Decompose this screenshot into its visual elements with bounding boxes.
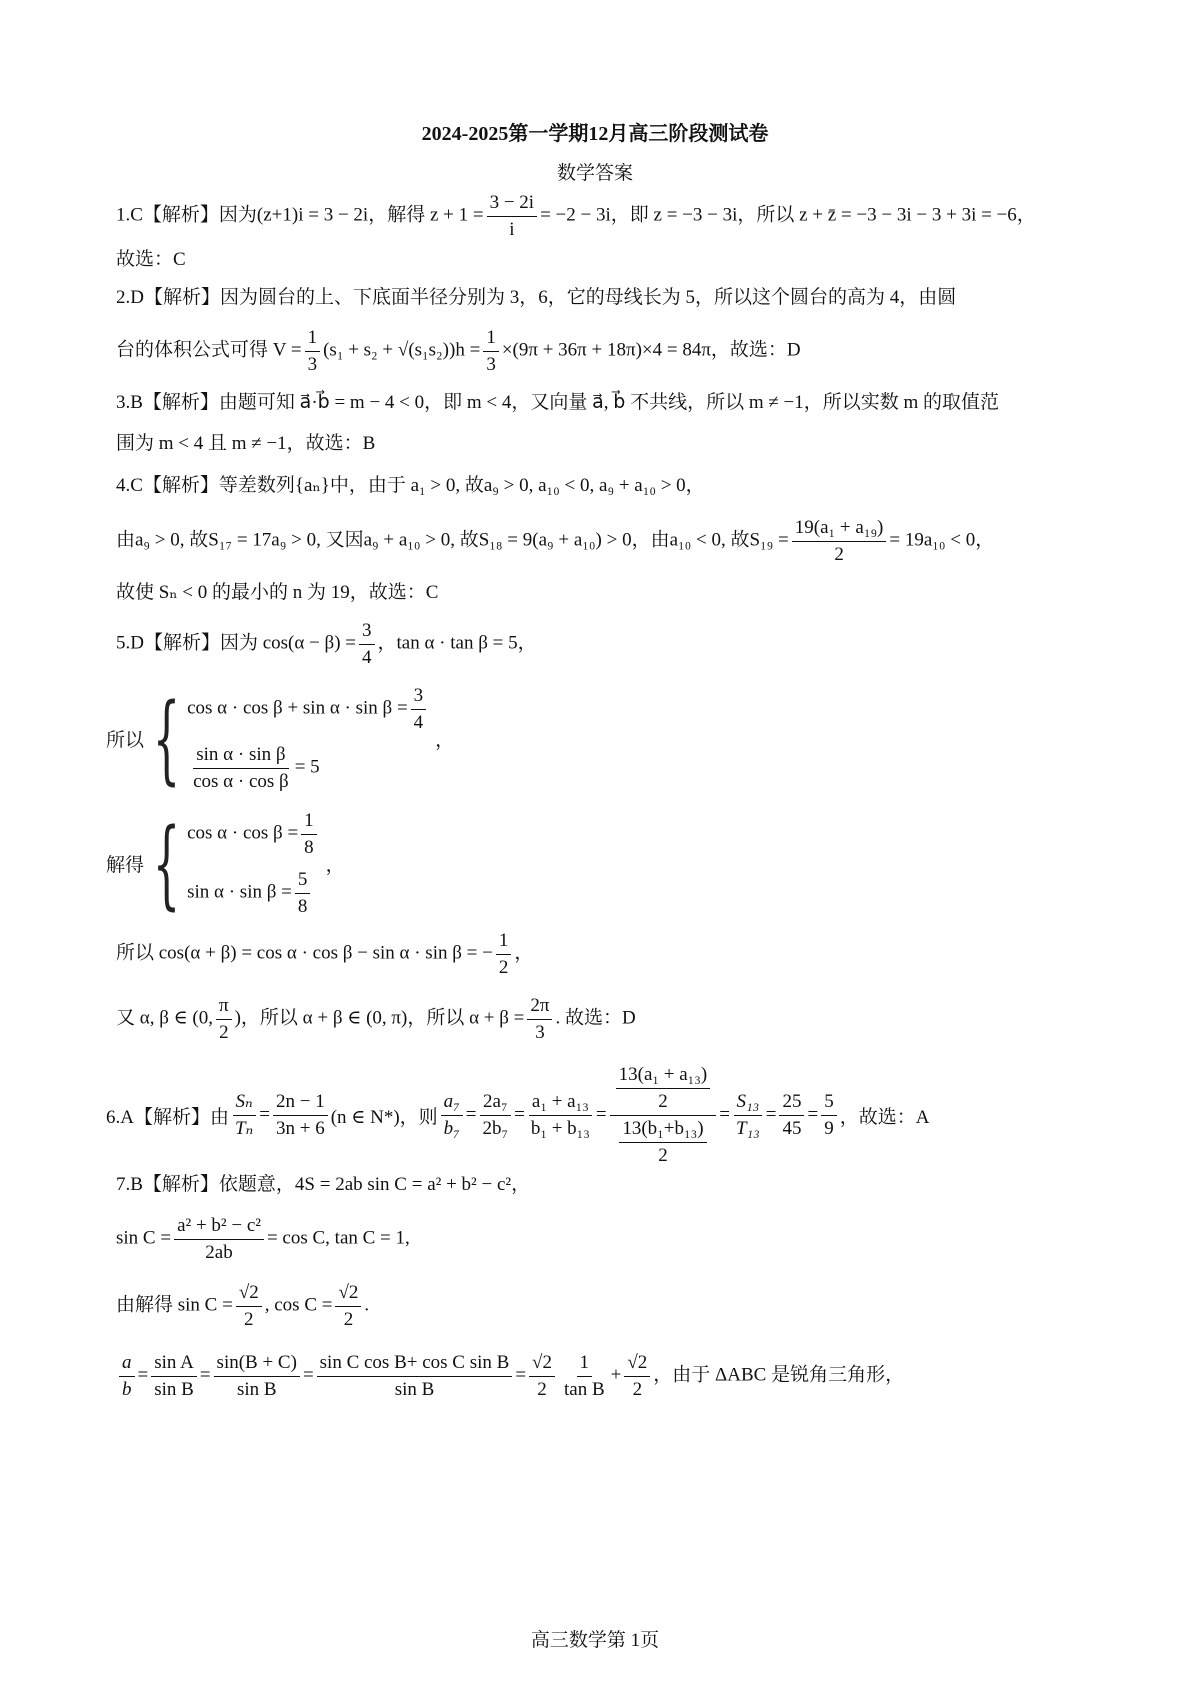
q6-frac-5	[528, 1091, 593, 1140]
q4-line-3: 故使 Sₙ < 0 的最小的 n 为 19，故选：C	[116, 582, 439, 603]
q7-line4-frac-2	[151, 1352, 197, 1401]
q2-line-2	[116, 327, 1100, 376]
q5-sys2-row-1	[187, 810, 320, 859]
q6-eq-5: =	[719, 1104, 730, 1126]
q7-line-1: 7.B【解析】依题意，4S = 2ab sin C = a² + b² − c²，	[116, 1174, 531, 1195]
q7-line4-f7-den: 2	[632, 1378, 643, 1400]
q5-sys2-label: 解得	[106, 855, 145, 877]
q6-eq-3: =	[514, 1104, 525, 1126]
q5-line4-text-b: ，	[514, 942, 534, 964]
q7-line4-f2-den: sin B	[154, 1378, 194, 1400]
q5-line5-frac-1	[216, 995, 232, 1044]
q6-frac-8	[779, 1091, 804, 1140]
q5-line5-text-c: . 故选：D	[555, 1007, 636, 1029]
q6-f3-den: b₇	[443, 1117, 460, 1139]
q1-text-b: = −2 − 3i，即 z = −3 − 3i，所以 z + z̄ = −3 − 3i − 3 + 3i = −6，	[540, 204, 1036, 226]
q7-line4-f1-den: b	[122, 1378, 132, 1400]
q6-eq-7: =	[807, 1104, 819, 1126]
q5-line-4	[116, 930, 1100, 979]
q5-line4-frac	[496, 930, 512, 979]
q5-sys1-row1-text: cos α · cos β + sin α · sin β =	[187, 697, 408, 719]
q7-line4-f4-num: sin C cos B+ cos C sin B	[317, 1352, 513, 1377]
q7-line3-num: √2	[236, 1282, 262, 1307]
q6-frac-7	[733, 1091, 763, 1140]
q6-f7-num: S₁₃	[734, 1091, 763, 1116]
q5-sys2-row1-text: cos α · cos β =	[187, 822, 299, 844]
q4-frac-num: 19(a₁ + a₁₉)	[792, 517, 887, 542]
q5-text-b: ，tan α · tan β = 5，	[377, 632, 537, 654]
q6-suffix: ，故选：A	[839, 1106, 930, 1128]
q5-line5-num2: 2π	[527, 995, 552, 1020]
q1-frac-den: i	[509, 218, 515, 240]
q7-line2-frac	[174, 1215, 264, 1264]
q6-f6-den-top: 13(b₁+b₁₃)	[619, 1118, 706, 1143]
q4-line-1: 4.C【解析】等差数列{aₙ}中，由于 a₁ > 0, 故a₉ > 0, a₁₀ < 0, a₉ + a₁₀ > 0，	[116, 475, 705, 496]
q6-frac-1	[232, 1091, 256, 1140]
q7-line4-frac-5	[529, 1352, 555, 1401]
q6-frac-9	[821, 1091, 837, 1140]
q6-prefix: 6.A【解析】由	[106, 1106, 229, 1128]
q7-line4-f2-num: sin A	[151, 1352, 197, 1377]
q5-sys1-row2-num: sin α · sin β	[193, 744, 288, 769]
q7-line4-f5-den: 2	[537, 1378, 547, 1400]
q6-f6-inner-top	[616, 1064, 711, 1113]
document-title: 2024-2025第一学期12月高三阶段测试卷	[421, 123, 769, 145]
q5-text-a: 5.D【解析】因为 cos(α − β) =	[116, 632, 357, 654]
q7-line3-text-a: 由解得 sin C =	[116, 1294, 233, 1316]
q6-f9-den: 9	[824, 1117, 834, 1139]
q2-fraction-1	[305, 327, 321, 376]
q5-sys1-label: 所以	[106, 730, 145, 752]
q7-line4-frac-1	[119, 1352, 135, 1401]
q6-f6-den-bot: 2	[658, 1144, 668, 1166]
q2-fraction-2	[483, 327, 499, 376]
q6-eq-1: =	[259, 1104, 270, 1126]
q5-sys1-row1-den: 4	[413, 711, 424, 733]
q5-sys1-row1-frac	[411, 685, 427, 734]
q2-frac2-den: 3	[486, 353, 496, 375]
q7-line4-frac-3	[214, 1352, 300, 1401]
q5-sys2-row1-frac	[301, 810, 317, 859]
q5-sys2-row-2	[187, 869, 320, 918]
q2-text-c: ×(9π + 36π + 18π)×4 = 84π，故选：D	[501, 339, 801, 361]
q6-f6-num-bot: 2	[658, 1090, 668, 1112]
q7-line2-text-a: sin C =	[116, 1227, 172, 1249]
q7-line-3	[116, 1282, 1100, 1331]
q6-f1-num: Sₙ	[233, 1091, 256, 1116]
q1-frac-num: 3 − 2i	[487, 192, 538, 217]
q6-eq-2: =	[465, 1104, 477, 1126]
q3-line-1: 3.B【解析】由题可知 a⃗·b⃗ = m − 4 < 0，即 m < 4，又向量 a⃗, b⃗ 不共线，所以 m ≠ −1，所以实数 m 的取值范	[116, 392, 1000, 413]
q7-line4-f4-den: sin B	[394, 1378, 435, 1400]
q7-line4-f6-num: 1	[577, 1352, 593, 1377]
q6-f6-num-top: 13(a₁ + a₁₃)	[616, 1064, 711, 1089]
q7-line4-f1-num: a	[119, 1352, 135, 1377]
q6-f2-num: 2n − 1	[273, 1091, 328, 1116]
q1-line-1	[116, 192, 1100, 241]
q5-line-5	[116, 995, 1100, 1044]
q2-line-1: 2.D【解析】因为圆台的上、下底面半径分别为 3，6，它的母线长为 5，所以这个圆台的高为 4，由圆	[116, 287, 957, 308]
q2-frac2-num: 1	[483, 327, 499, 352]
q5-line5-num: π	[216, 995, 232, 1020]
q6-f8-num: 25	[779, 1091, 804, 1116]
q6-f6-den	[613, 1116, 712, 1167]
q5-fraction-1	[359, 620, 375, 669]
q7-line4-f6-den: tan B	[563, 1378, 605, 1400]
q5-system-1	[106, 682, 455, 795]
q7-line3-num2: √2	[335, 1282, 361, 1307]
q5-line5-text-b: )，所以 α + β ∈ (0, π)，所以 α + β =	[234, 1007, 525, 1029]
q7-line3-frac-1	[236, 1282, 262, 1331]
q4-line-2	[116, 517, 1100, 566]
q5-sys2-row2-frac	[295, 869, 311, 918]
q5-frac1-den: 4	[362, 646, 372, 668]
q6-f2-den: 3n + 6	[275, 1117, 325, 1139]
left-brace-icon: {	[152, 807, 181, 920]
q5-sys1-row2-frac	[190, 744, 292, 793]
q5-frac1-num: 3	[359, 620, 375, 645]
q5-sys2-row1-num: 1	[301, 810, 317, 835]
q5-line4-num: 1	[496, 930, 512, 955]
q5-sys1-tail: ，	[435, 730, 455, 752]
q7-line-4: $\frac{a}{b}$ = $\frac{\text{sin A}}{\text{sin B}}$ = $\frac{\sin(B + C)}{\text{sin B}}$ = $\frac{\text{sin C cos B+ cos C sin B}}{\text{sin B}}$ = $\frac{√2}{2}$ $\frac{1}{\text{tan B}}$ + $\frac{√2}{2}$ ，由于 ΔABC 是锐角三角形，	[116, 1352, 1100, 1401]
q1-line-2: 故选：C	[116, 249, 186, 270]
q2-text-a: 台的体积公式可得 V =	[116, 339, 302, 361]
q6-line	[106, 1064, 929, 1166]
q5-system-2	[106, 807, 345, 920]
q7-line3-text-c: .	[364, 1294, 370, 1316]
q5-line4-text-a: 所以 cos(α + β) = cos α · cos β − sin α · sin β = −	[116, 942, 493, 964]
left-brace-icon: {	[152, 682, 181, 795]
q5-sys1-rows	[187, 685, 429, 792]
q6-frac-6	[610, 1064, 717, 1166]
q6-f9-num: 5	[821, 1091, 837, 1116]
q6-f4-den: 2b₇	[482, 1117, 509, 1139]
q5-line5-den: 2	[219, 1021, 229, 1043]
q5-sys1-row1-num: 3	[411, 685, 427, 710]
q7-line4-f3-num: sin(B + C)	[214, 1352, 300, 1377]
q5-sys1-row2-text: = 5	[294, 756, 320, 778]
q5-sys2-row1-den: 8	[304, 836, 314, 858]
q7-line4-f3-den: sin B	[236, 1378, 277, 1400]
q7-line4-frac-7	[624, 1352, 650, 1401]
q6-f5-den: b₁ + b₁₃	[530, 1117, 590, 1139]
q7-line3-den: 2	[244, 1308, 254, 1330]
q5-sys1-row-2	[187, 744, 429, 793]
q6-eq-4: =	[595, 1104, 607, 1126]
q5-sys2-row2-num: 5	[295, 869, 311, 894]
q7-line3-text-b: , cos C =	[264, 1294, 333, 1316]
q6-f4-num: 2a₇	[480, 1091, 511, 1116]
q6-mid-2: (n ∈ N*)，则	[330, 1106, 438, 1128]
q5-sys2-rows	[187, 810, 320, 917]
q5-sys2-row2-text: sin α · sin β =	[187, 881, 292, 903]
q6-eq-6: =	[765, 1104, 777, 1126]
q7-line4-frac-4	[317, 1352, 513, 1401]
q5-sys1-row2-den: cos α · cos β	[193, 770, 289, 792]
q5-sys1-row-1	[187, 685, 429, 734]
q7-line2-text-b: = cos C, tan C = 1,	[266, 1227, 410, 1249]
q7-line-2	[116, 1215, 1100, 1264]
q7-line4-f7-num: √2	[624, 1352, 650, 1377]
q1-fraction	[487, 192, 538, 241]
q2-frac-den: 3	[307, 353, 318, 375]
q6-f1-den: Tₙ	[234, 1117, 254, 1139]
q6-f5-num: a₁ + a₁₃	[529, 1091, 592, 1116]
q7-line2-num: a² + b² − c²	[174, 1215, 264, 1240]
q6-f3-num: a₇	[441, 1091, 463, 1116]
q4-text-a: 由a₉ > 0, 故S₁₇ = 17a₉ > 0, 又因a₉ + a₁₀ > 0, 故S₁₈ = 9(a₉ + a₁₀) > 0，由a₁₀ < 0, 故S₁₉ =	[116, 529, 789, 551]
q5-line5-frac-2	[527, 995, 552, 1044]
q6-f6-inner-bot	[619, 1118, 706, 1167]
q4-frac-den: 2	[834, 543, 844, 565]
q6-f7-den: T₁₃	[735, 1117, 760, 1139]
q6-f8-den: 45	[782, 1117, 802, 1139]
document-subtitle: 数学答案	[556, 163, 633, 184]
q2-text-b: (s₁ + s₂ + √(s₁s₂))h =	[323, 339, 481, 361]
q7-line3-frac-2	[335, 1282, 361, 1331]
q6-frac-4	[479, 1091, 511, 1140]
q5-sys2-tail: ，	[325, 855, 345, 877]
q7-line2-den: 2ab	[205, 1241, 233, 1263]
q7-line4-frac-6	[561, 1352, 608, 1401]
q4-text-b: = 19a₁₀ < 0，	[889, 529, 995, 551]
q5-sys2-row2-den: 8	[297, 895, 308, 917]
q6-frac-2	[273, 1091, 328, 1140]
q5-line-1	[116, 620, 1100, 669]
q6-frac-3	[441, 1091, 463, 1140]
q7-line3-den2: 2	[343, 1308, 354, 1330]
q2-frac-num: 1	[305, 327, 321, 352]
q3-line-2: 围为 m < 4 且 m ≠ −1，故选：B	[116, 433, 376, 454]
q1-text-a: 1.C【解析】因为(z+1)i = 3 − 2i，解得 z + 1 =	[116, 204, 484, 226]
q5-line5-den2: 3	[535, 1021, 545, 1043]
q7-line4-tail: ，由于 ΔABC 是锐角三角形，	[653, 1364, 905, 1386]
q4-fraction	[792, 517, 887, 566]
q6-f6-num	[610, 1064, 717, 1116]
q5-line4-den: 2	[498, 956, 509, 978]
q7-line4-f5-num: √2	[529, 1352, 555, 1377]
q5-line5-text-a: 又 α, β ∈ (0,	[116, 1007, 214, 1029]
page-footer: 高三数学第 1页	[530, 1630, 660, 1651]
